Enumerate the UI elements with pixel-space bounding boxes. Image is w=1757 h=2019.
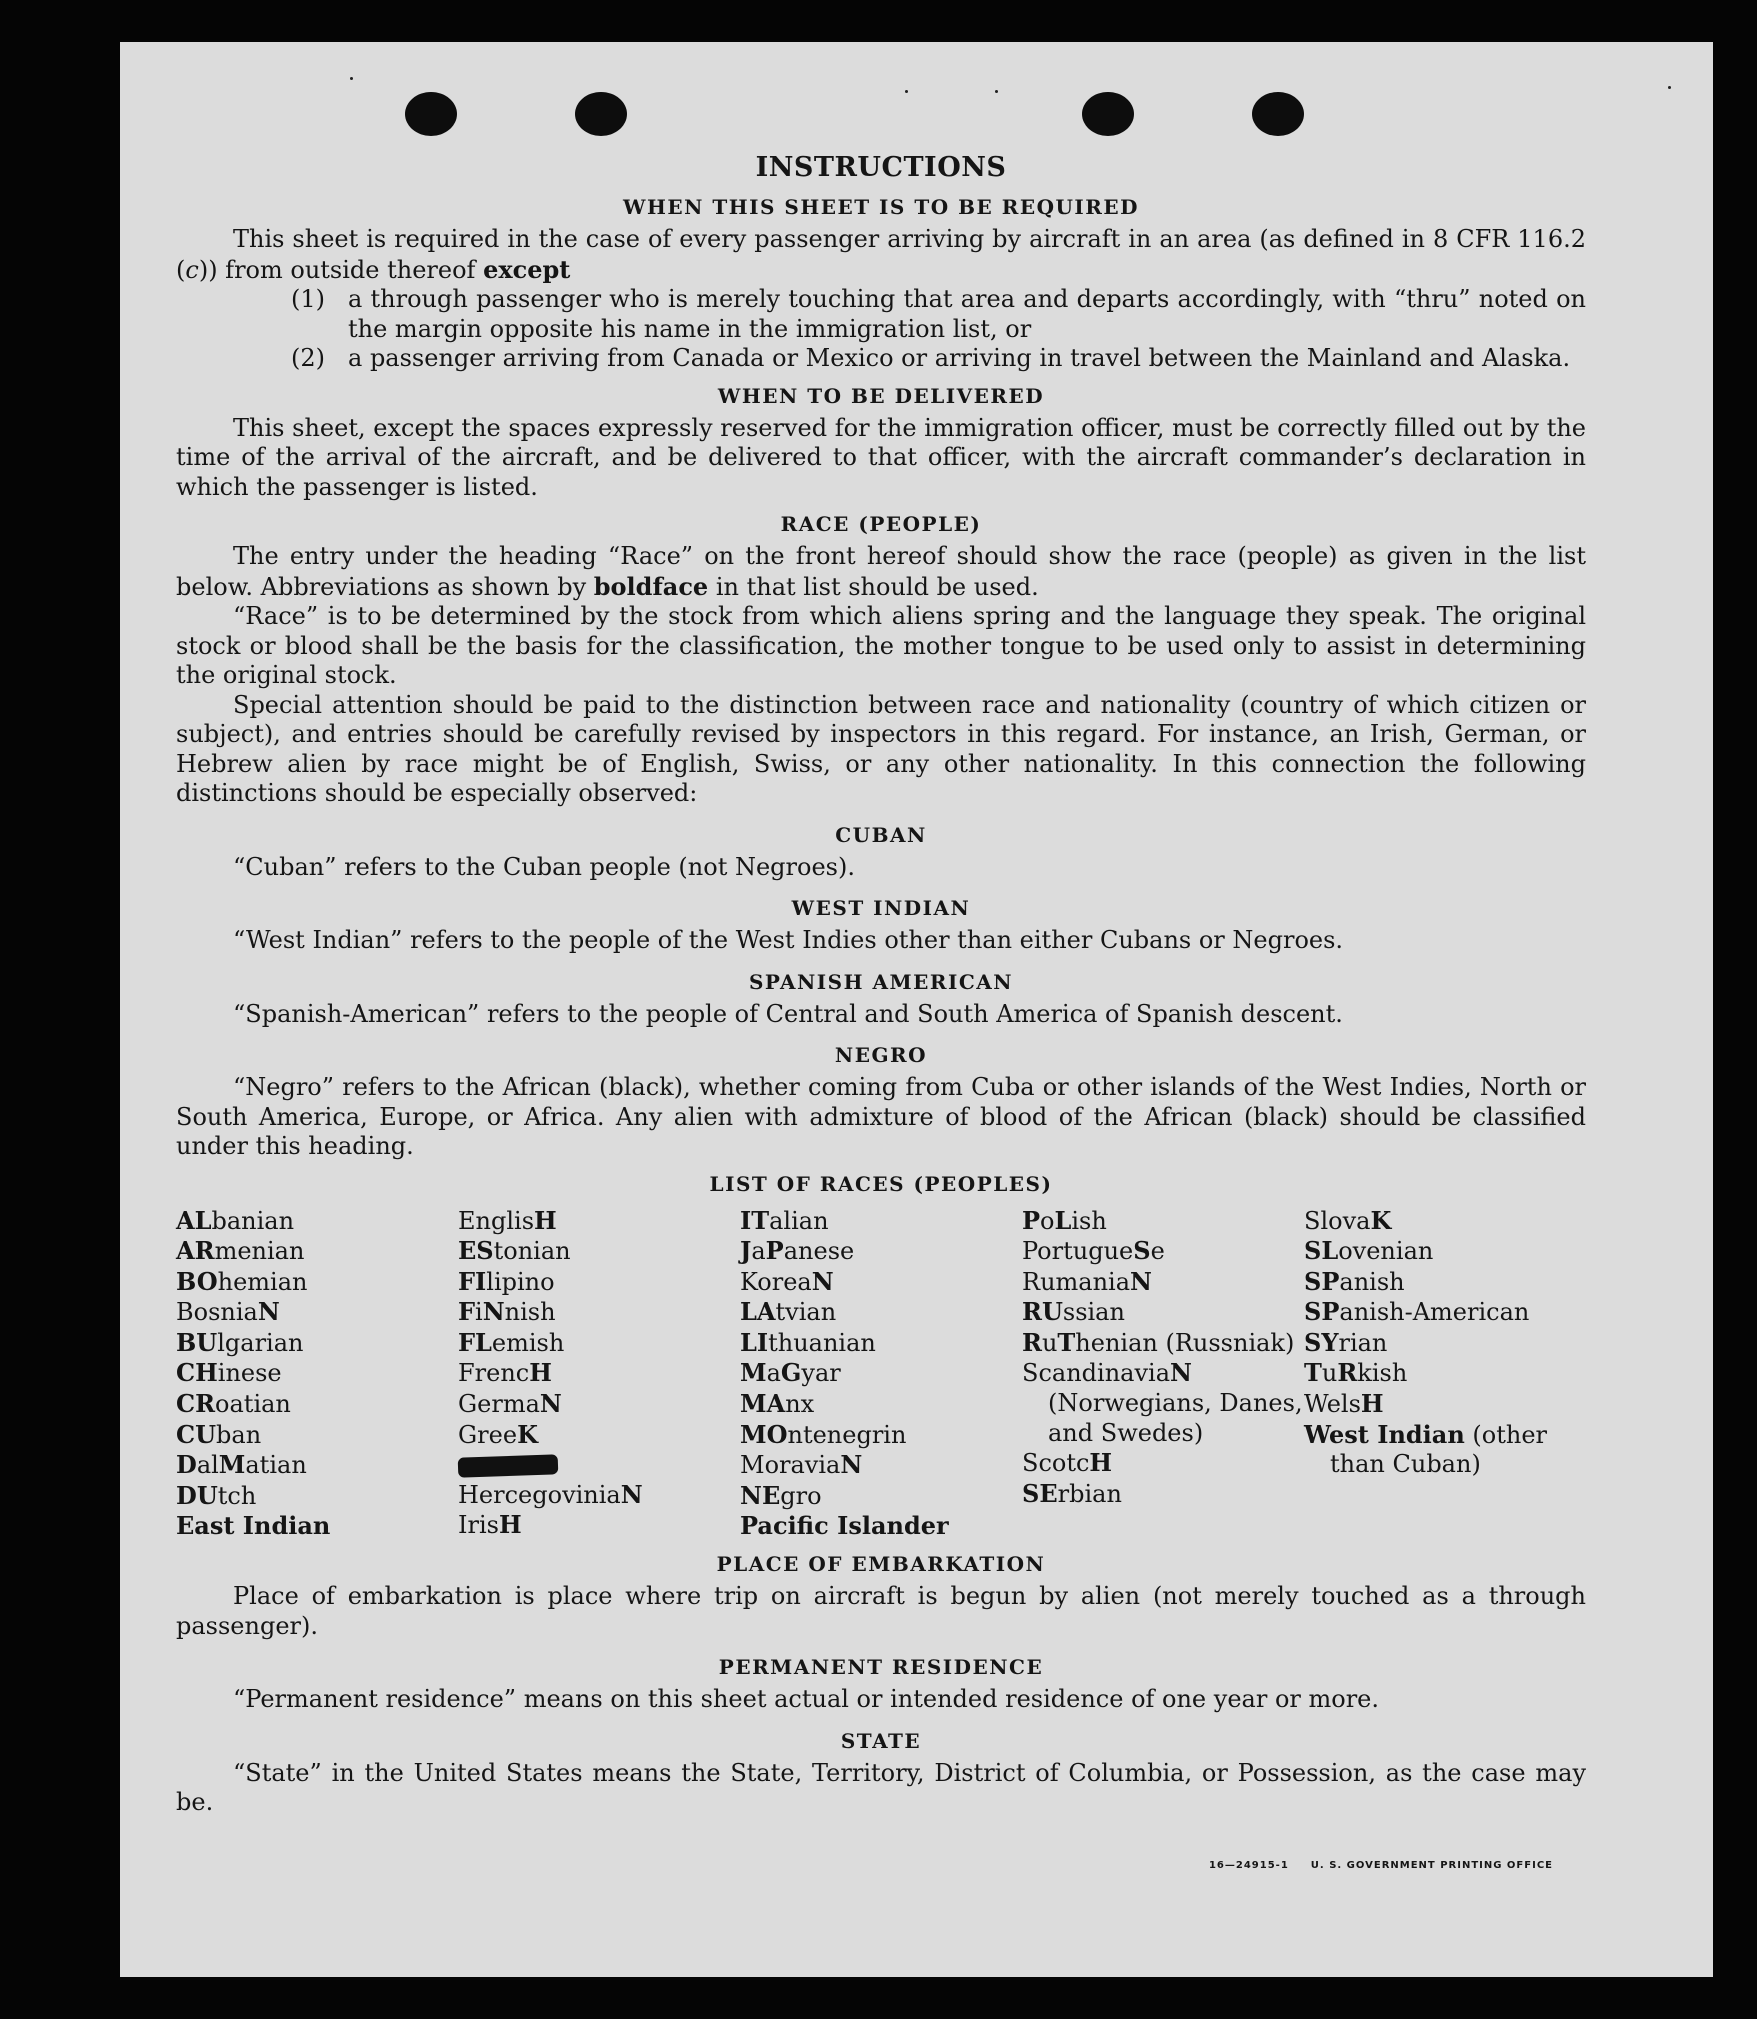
race-entry: CRoatian bbox=[176, 1389, 291, 1419]
embarkation-text: Place of embarkation is place where trip on aircraft is begun by alien (not merely touched as a through passenger). bbox=[176, 1582, 1586, 1640]
race-entry: GermaN bbox=[458, 1389, 562, 1419]
spanish-american-text: “Spanish-American” refers to the people of Central and South America of Spanish descent. bbox=[233, 999, 1343, 1028]
race-entry: FiNnish bbox=[458, 1297, 556, 1327]
race-entry: EnglisH bbox=[458, 1205, 557, 1235]
punch-hole bbox=[405, 92, 457, 136]
race-entry: TuRkish bbox=[1304, 1358, 1408, 1388]
race-entry: East Indian bbox=[176, 1511, 331, 1541]
section-heading-spanish-american: SPANISH AMERICAN bbox=[748, 969, 1014, 994]
race-entry: RuThenian (Russniak) bbox=[1022, 1327, 1295, 1357]
race-entry: LAtvian bbox=[740, 1297, 837, 1327]
race-entry: ScandinaviaN (Norwegians, Danes, and Swedes) bbox=[1022, 1358, 1303, 1447]
residence-text: “Permanent residence” means on this sheet actual or intended residence of one year or more. bbox=[233, 1685, 1379, 1714]
race-entry: IrisH bbox=[458, 1510, 522, 1540]
section-heading-embarkation: PLACE OF EMBARKATION bbox=[716, 1552, 1046, 1577]
race-entry: WelsH bbox=[1304, 1389, 1384, 1419]
required-item: (2) a passenger arriving from Canada or Mexico or arriving in travel between the Mainland and Alaska. bbox=[291, 344, 1571, 372]
race-entry: ALbanian bbox=[176, 1205, 295, 1235]
race-entry: FLemish bbox=[458, 1327, 565, 1357]
race-entry: ScotcH bbox=[1022, 1448, 1113, 1478]
section-heading-race: RACE (PEOPLE) bbox=[780, 512, 982, 536]
race-entry: RUssian bbox=[1022, 1297, 1125, 1327]
redaction-mark bbox=[458, 1454, 559, 1477]
section-heading-state: STATE bbox=[840, 1728, 922, 1753]
state-text: “State” in the United States means the State, Territory, District of Columbia, or Possession, as the case may be. bbox=[176, 1758, 1586, 1817]
race-entry: EStonian bbox=[458, 1236, 571, 1266]
race-entry: PoLish bbox=[1022, 1205, 1107, 1235]
race-entry: SlovaK bbox=[1304, 1205, 1392, 1235]
race-entry: SPanish bbox=[1304, 1266, 1405, 1296]
race-entry: MOntenegrin bbox=[740, 1419, 907, 1449]
race-entry: SLovenian bbox=[1304, 1236, 1434, 1266]
races-column bbox=[458, 1206, 740, 1543]
race-entry: SErbian bbox=[1022, 1478, 1122, 1508]
races-list bbox=[176, 1206, 1586, 1543]
race-entry: NEgro bbox=[740, 1480, 822, 1510]
race-entry: MoraviaN bbox=[740, 1450, 863, 1480]
race-entry: HercegoviniaN bbox=[458, 1479, 643, 1509]
dust-speck bbox=[350, 77, 353, 80]
race-entry: West Indian (other than Cuban) bbox=[1304, 1419, 1548, 1479]
race-entry: SPanish-American bbox=[1304, 1297, 1530, 1327]
race-entry: RumaniaN bbox=[1022, 1266, 1152, 1296]
race-entry bbox=[458, 1450, 740, 1480]
race-entry: GreeK bbox=[458, 1419, 538, 1449]
race-entry: MAnx bbox=[740, 1389, 815, 1419]
printer-footer bbox=[1187, 1860, 1553, 1871]
punch-hole bbox=[1082, 92, 1134, 136]
race-entry: DalMatian bbox=[176, 1450, 307, 1480]
section-heading-required: WHEN THIS SHEET IS TO BE REQUIRED bbox=[623, 195, 1139, 219]
section-heading-delivered: WHEN TO BE DELIVERED bbox=[717, 383, 1045, 408]
race-entry: JaPanese bbox=[740, 1236, 855, 1266]
west-indian-text: “West Indian” refers to the people of the West Indies other than either Cubans or Negroes. bbox=[233, 926, 1344, 954]
races-column bbox=[740, 1206, 1022, 1543]
form-code: 16—24915-1 bbox=[1208, 1860, 1289, 1871]
race-entry: BOhemian bbox=[176, 1266, 308, 1296]
page-title: INSTRUCTIONS bbox=[755, 152, 1007, 183]
race-entry: FrencH bbox=[458, 1358, 552, 1388]
race-entry: KoreaN bbox=[740, 1266, 834, 1296]
required-item: (1) a through passenger who is merely touching that area and departs accordingly, with “thru” noted on the margin opposite his name in the immigration list, or bbox=[291, 285, 1586, 343]
race-entry: PortugueSe bbox=[1022, 1236, 1165, 1266]
section-heading-cuban: CUBAN bbox=[835, 822, 927, 847]
race-entry: Pacific Islander bbox=[740, 1511, 949, 1541]
section-heading-residence: PERMANENT RESIDENCE bbox=[718, 1655, 1044, 1680]
race-paragraph: Special attention should be paid to the distinction between race and nationality (country of which citizen or subject), and entries should be carefully revised by inspectors in this regard. For instance, an Irish, German, or Hebrew alien by race might be of English, Swiss, or any other nationality. In this connection the following distinctions should be especially observed: bbox=[176, 690, 1586, 807]
race-entry: DUtch bbox=[176, 1480, 257, 1510]
race-entry: ARmenian bbox=[176, 1236, 305, 1266]
dust-speck bbox=[995, 90, 998, 93]
race-paragraph: The entry under the heading “Race” on the front hereof should show the race (people) as given in the list below. Abbreviations as shown by boldface in that list should be used. bbox=[176, 542, 1586, 601]
races-column bbox=[1304, 1206, 1586, 1543]
punch-hole bbox=[1252, 92, 1304, 136]
race-entry: BosniaN bbox=[176, 1297, 280, 1327]
negro-text: “Negro” refers to the African (black), whether coming from Cuba or other islands of the West Indies, North or South America, Europe, or Africa. Any alien with admixture of blood of the African (black) should be classified under this heading. bbox=[176, 1073, 1586, 1160]
race-entry: ITalian bbox=[740, 1205, 829, 1235]
race-entry: SYrian bbox=[1304, 1327, 1388, 1357]
delivered-text: This sheet, except the spaces expressly reserved for the immigration officer, must be correctly filled out by the time of the arrival of the aircraft, and be delivered to that officer, with the aircraft commander’s declaration in which the passenger is listed. bbox=[176, 413, 1586, 501]
section-heading-negro: NEGRO bbox=[834, 1043, 928, 1067]
printer-name: U. S. GOVERNMENT PRINTING OFFICE bbox=[1310, 1860, 1553, 1871]
race-entry: LIthuanian bbox=[740, 1327, 876, 1357]
dust-speck bbox=[905, 90, 908, 93]
race-entry: CHinese bbox=[176, 1358, 282, 1388]
instructions-body bbox=[176, 152, 1586, 1818]
required-intro: This sheet is required in the case of every passenger arriving by aircraft in an area (as defined in 8 CFR 116.2 (c)) from outside thereof except bbox=[176, 225, 1586, 284]
race-entry: FIlipino bbox=[458, 1266, 555, 1296]
punch-hole bbox=[575, 92, 627, 136]
instruction-sheet bbox=[120, 42, 1713, 1977]
races-column bbox=[176, 1206, 458, 1543]
race-paragraph: “Race” is to be determined by the stock from which aliens spring and the language they speak. The original stock or blood shall be the basis for the classification, the mother tongue to be used only to assist in determining the original stock. bbox=[176, 602, 1586, 689]
section-heading-west-indian: WEST INDIAN bbox=[791, 896, 971, 920]
section-heading-list-of-races: LIST OF RACES (PEOPLES) bbox=[709, 1171, 1053, 1196]
race-entry: CUban bbox=[176, 1419, 262, 1449]
dust-speck bbox=[1668, 86, 1671, 89]
race-entry: BUlgarian bbox=[176, 1327, 304, 1357]
races-column bbox=[1022, 1206, 1304, 1543]
race-entry: MaGyar bbox=[740, 1358, 841, 1388]
cuban-text: “Cuban” refers to the Cuban people (not Negroes). bbox=[233, 852, 855, 881]
